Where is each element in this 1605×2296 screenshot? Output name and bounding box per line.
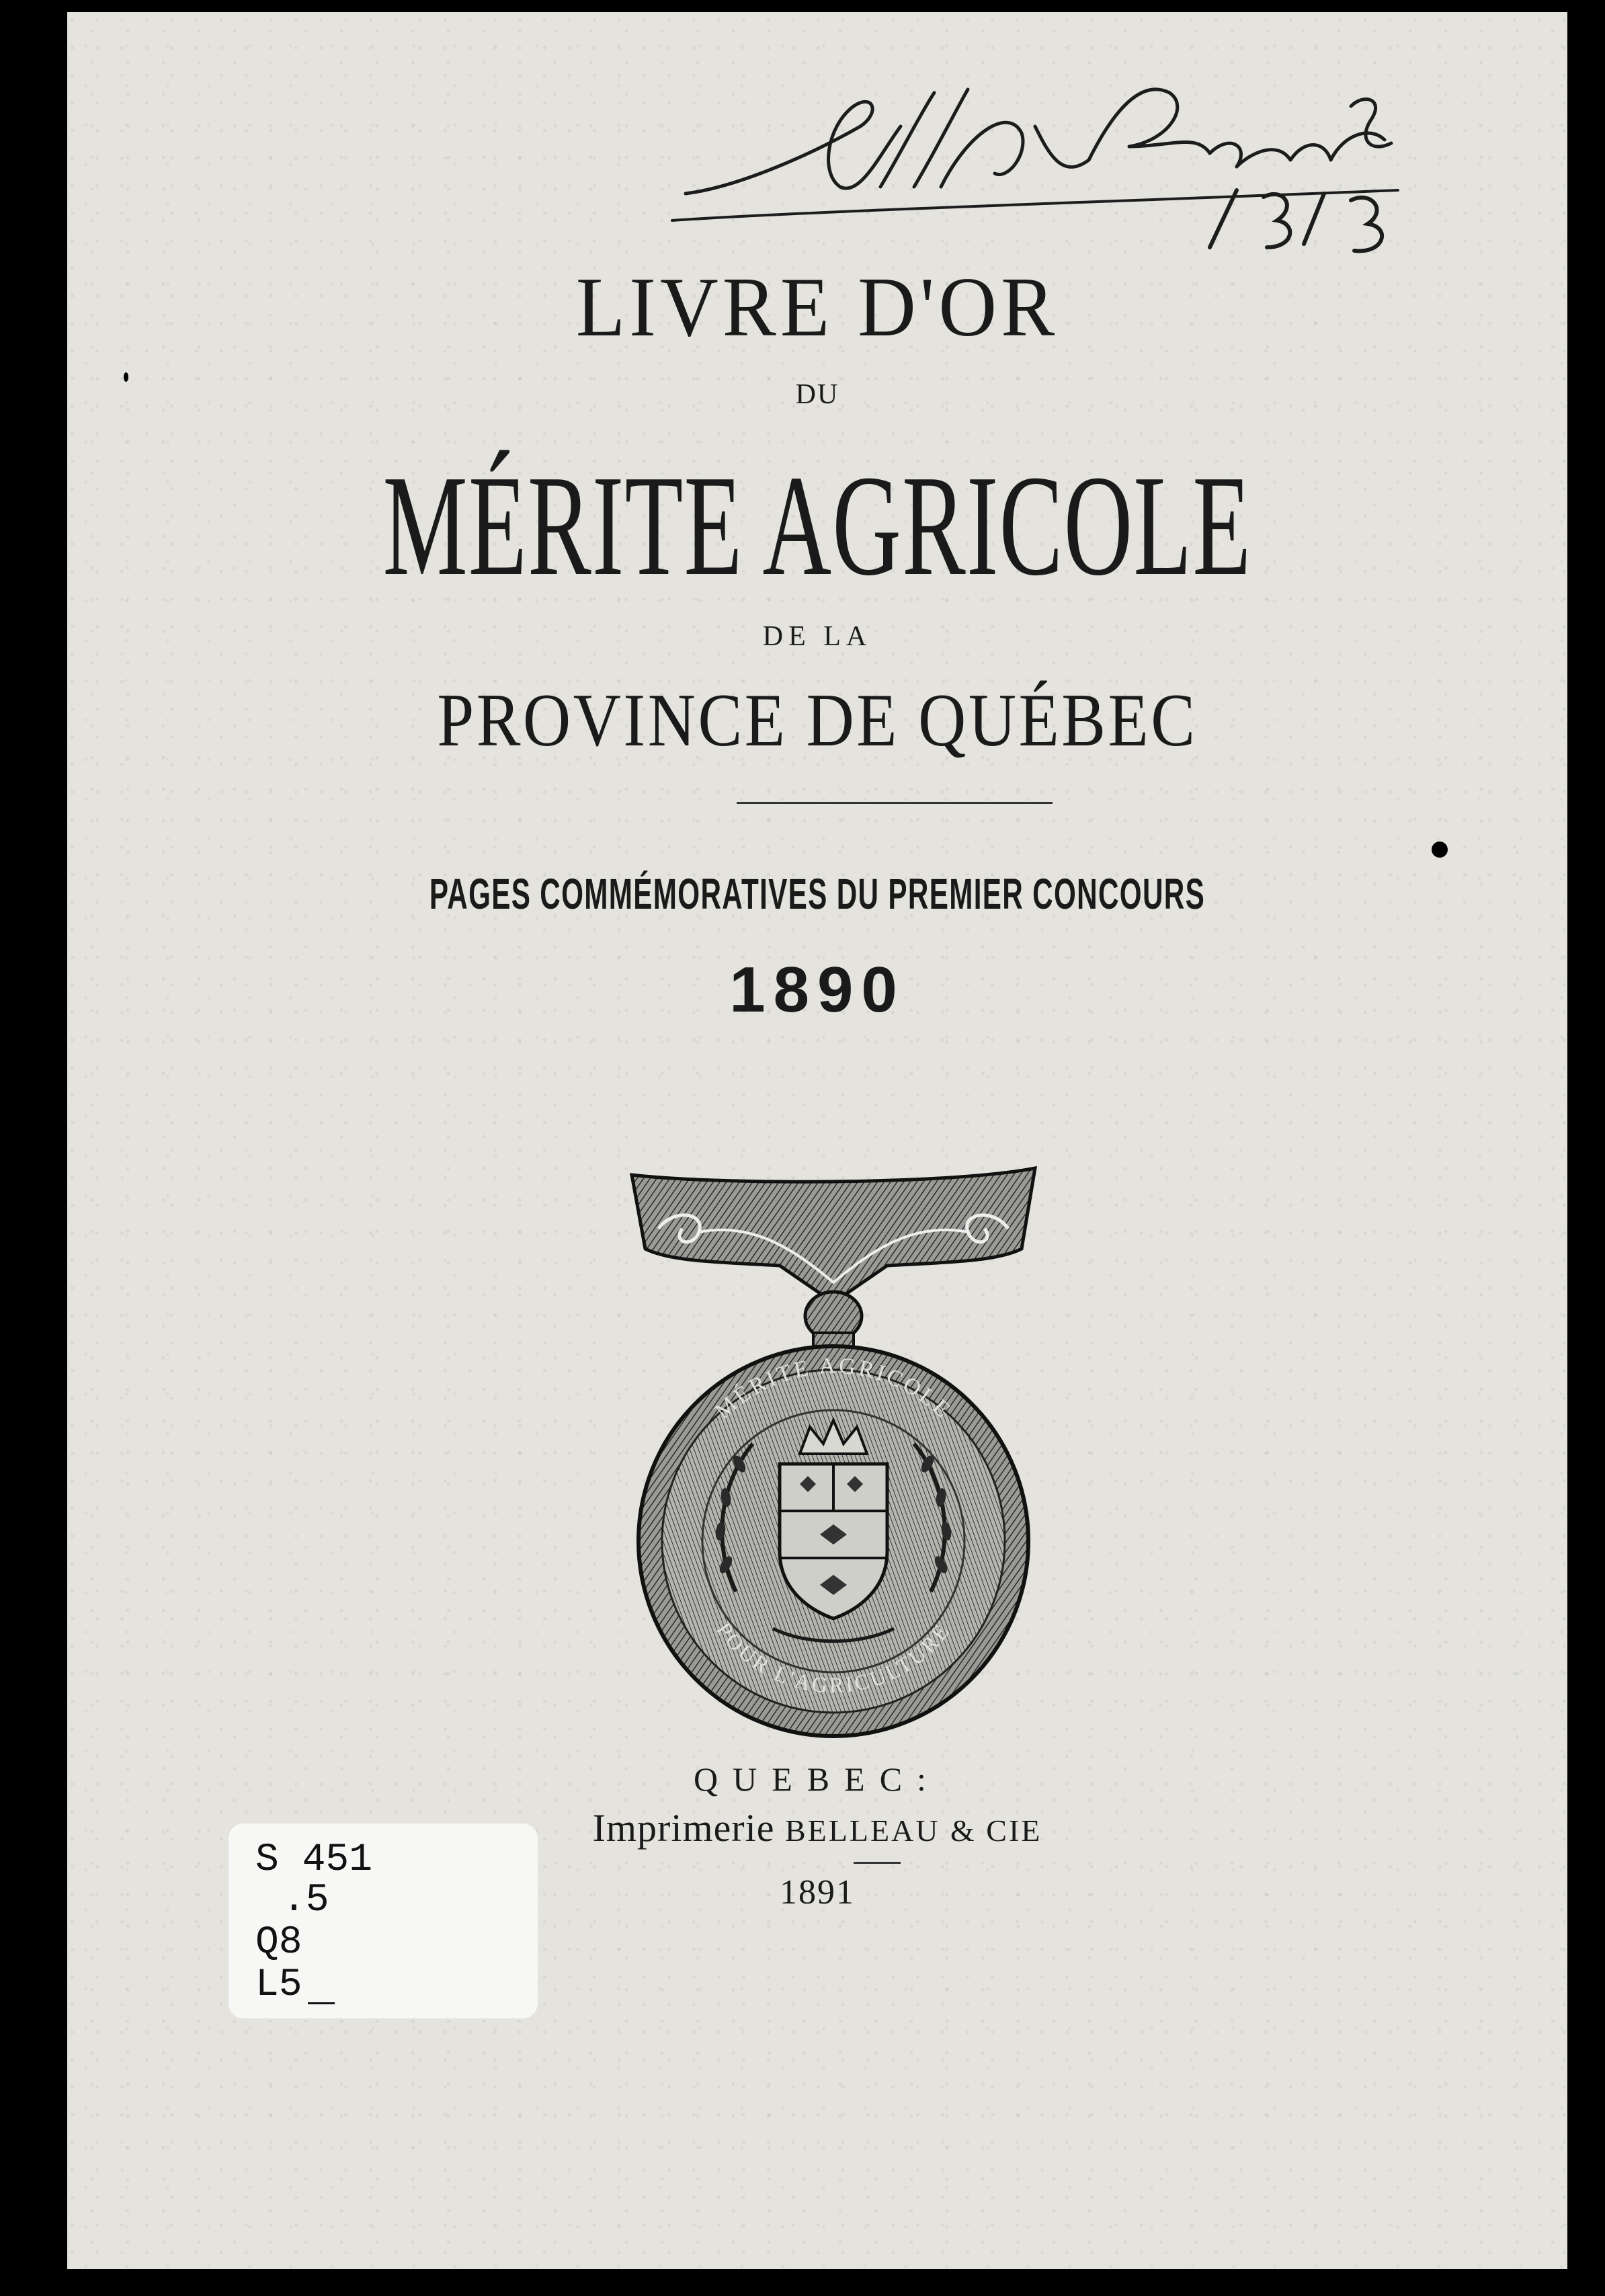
divider-rule [737, 802, 1053, 804]
call-number-line-3: Q8 [255, 1921, 302, 1965]
handwritten-signature [659, 52, 1425, 274]
subtitle: PAGES COMMÉMORATIVES DU PREMIER CONCOURS [429, 870, 1206, 918]
medal-inscription-top: MÉRITE AGRICOLE [710, 1353, 957, 1424]
connector-de-la: DE LA [762, 621, 872, 652]
title-line-1: LIVRE D'OR [575, 259, 1059, 354]
imprint-rule [854, 1862, 901, 1864]
call-number-underline [308, 2002, 335, 2004]
call-number-label [229, 1823, 538, 2018]
call-number-line-2: .5 [282, 1879, 329, 1922]
commemorated-year: 1890 [729, 954, 905, 1026]
connector-du: DU [795, 379, 839, 410]
call-number-line-1: S 451 [255, 1838, 373, 1882]
medal-inscription-bottom: POUR L'AGRICULTURE [712, 1617, 955, 1698]
printer-prefix: Imprimerie [592, 1806, 775, 1850]
ink-speck [124, 372, 128, 382]
printer-suffix: & CIE [950, 1813, 1042, 1848]
call-number-line-4: L5 [255, 1963, 302, 2007]
title-line-3: PROVINCE DE QUÉBEC [437, 679, 1198, 762]
book-cover [67, 12, 1567, 2269]
ink-speck [1432, 842, 1448, 858]
printer-name: BELLEAU [784, 1813, 940, 1848]
imprint-city: QUEBEC: [694, 1760, 941, 1798]
title-line-2: MÉRITE AGRICOLE [382, 445, 1252, 606]
imprint-year: 1891 [780, 1873, 855, 1912]
medal-icon [618, 1148, 1048, 1739]
